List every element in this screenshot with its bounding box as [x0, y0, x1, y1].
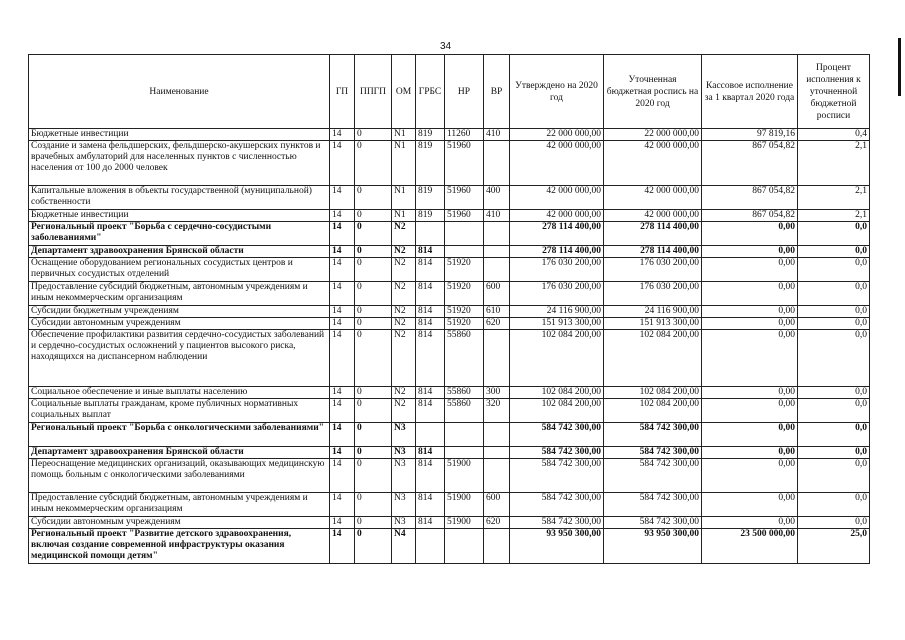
cell-om: N2: [392, 282, 416, 306]
table-row: [29, 330, 870, 387]
cell-grbs: 814: [416, 246, 445, 258]
cell-om: N1: [392, 129, 416, 141]
cell-om: N4: [392, 529, 416, 564]
cell-gp: 14: [330, 493, 355, 517]
cell-name: Бюджетные инвестиции: [29, 210, 330, 222]
header-om: ОМ: [392, 55, 416, 129]
cell-om: N2: [392, 306, 416, 318]
cell-name: Обеспечение профилактики развития сердечно-сосудистых заболеваний и сердечно-сосудистых осложнений у пациентов высокого риска, находящихся на диспансерном наблюдении: [29, 330, 330, 387]
cell-vr: 410: [484, 129, 510, 141]
cell-approved: 102 084 200,00: [510, 399, 604, 423]
cell-name: Департамент здравоохранения Брянской области: [29, 246, 330, 258]
cell-grbs: 814: [416, 282, 445, 306]
table-row: [29, 423, 870, 447]
cell-gp: 14: [330, 186, 355, 210]
header-name: Наименование: [29, 55, 330, 129]
cell-grbs: 814: [416, 306, 445, 318]
cell-gp: 14: [330, 399, 355, 423]
cell-np: 51920: [445, 306, 484, 318]
cell-approved: 102 084 200,00: [510, 387, 604, 399]
cell-ppgp: 0: [355, 186, 392, 210]
cell-om: N3: [392, 459, 416, 493]
cell-np: 51960: [445, 186, 484, 210]
cell-om: N2: [392, 399, 416, 423]
header-gp: ГП: [330, 55, 355, 129]
cell-approved: 176 030 200,00: [510, 282, 604, 306]
cell-vr: 400: [484, 186, 510, 210]
cell-vr: 620: [484, 517, 510, 529]
cell-vr: [484, 258, 510, 282]
cell-ppgp: 0: [355, 459, 392, 493]
table-row: [29, 493, 870, 517]
cell-vr: [484, 529, 510, 564]
cell-np: 55860: [445, 399, 484, 423]
cell-ppgp: 0: [355, 330, 392, 387]
cell-cash: 0,00: [702, 246, 798, 258]
cell-vr: [484, 447, 510, 459]
cell-grbs: 819: [416, 186, 445, 210]
cell-approved: 22 000 000,00: [510, 129, 604, 141]
cell-approved: 102 084 200,00: [510, 330, 604, 387]
cell-np: 11260: [445, 129, 484, 141]
cell-vr: [484, 459, 510, 493]
cell-name: Региональный проект "Борьба с сердечно-сосудистыми заболеваниями": [29, 222, 330, 246]
cell-cash: 0,00: [702, 306, 798, 318]
table-row: [29, 222, 870, 246]
cell-name: Региональный проект "Развитие детского здравоохранения, включая создание современной инфраструктуры оказания медицинской помощи детям": [29, 529, 330, 564]
cell-name: Предоставление субсидий бюджетным, автономным учреждениям и иным некоммерческим организациям: [29, 493, 330, 517]
cell-gp: 14: [330, 459, 355, 493]
cell-cash: 97 819,16: [702, 129, 798, 141]
cell-name: Переоснащение медицинских организаций, оказывающих медицинскую помощь больным с онкологическими заболеваниями: [29, 459, 330, 493]
cell-grbs: [416, 529, 445, 564]
cell-cash: 0,00: [702, 447, 798, 459]
cell-cash: 0,00: [702, 258, 798, 282]
cell-name: Создание и замена фельдшерских, фельдшерско-акушерских пунктов и врачебных амбулаторий для населенных пунктов с численностью населения от 100 до 2000 человек: [29, 141, 330, 186]
cell-approved: 584 742 300,00: [510, 459, 604, 493]
cell-gp: 14: [330, 306, 355, 318]
cell-refined: 42 000 000,00: [604, 141, 702, 186]
header-grbs: ГРБС: [416, 55, 445, 129]
cell-ppgp: 0: [355, 399, 392, 423]
cell-ppgp: 0: [355, 306, 392, 318]
cell-cash: 0,00: [702, 222, 798, 246]
cell-np: 51920: [445, 258, 484, 282]
table-row: [29, 186, 870, 210]
cell-grbs: 814: [416, 318, 445, 330]
header-percent: Процент исполнения к уточненной бюджетной росписи: [798, 55, 870, 129]
cell-gp: 14: [330, 258, 355, 282]
cell-approved: 151 913 300,00: [510, 318, 604, 330]
cell-vr: 320: [484, 399, 510, 423]
cell-grbs: 814: [416, 493, 445, 517]
cell-name: Бюджетные инвестиции: [29, 129, 330, 141]
cell-cash: 0,00: [702, 318, 798, 330]
cell-refined: 42 000 000,00: [604, 210, 702, 222]
cell-vr: [484, 330, 510, 387]
cell-refined: 151 913 300,00: [604, 318, 702, 330]
cell-cash: 867 054,82: [702, 186, 798, 210]
cell-refined: 278 114 400,00: [604, 246, 702, 258]
cell-approved: 278 114 400,00: [510, 246, 604, 258]
cell-percent: 0,0: [798, 318, 870, 330]
cell-percent: 0,0: [798, 306, 870, 318]
cell-percent: 2,1: [798, 186, 870, 210]
cell-grbs: 819: [416, 141, 445, 186]
header-ppgp: ППГП: [355, 55, 392, 129]
cell-approved: 42 000 000,00: [510, 141, 604, 186]
cell-approved: 584 742 300,00: [510, 447, 604, 459]
cell-gp: 14: [330, 330, 355, 387]
cell-refined: 93 950 300,00: [604, 529, 702, 564]
cell-gp: 14: [330, 210, 355, 222]
cell-np: 51920: [445, 318, 484, 330]
cell-percent: 0,0: [798, 387, 870, 399]
cell-cash: 0,00: [702, 387, 798, 399]
cell-refined: 102 084 200,00: [604, 399, 702, 423]
cell-percent: 0,0: [798, 447, 870, 459]
cell-name: Департамент здравоохранения Брянской области: [29, 447, 330, 459]
cell-ppgp: 0: [355, 493, 392, 517]
header-approved: Утверждено на 2020 год: [510, 55, 604, 129]
cell-gp: 14: [330, 141, 355, 186]
cell-np: 55860: [445, 330, 484, 387]
cell-refined: 584 742 300,00: [604, 517, 702, 529]
table-row: [29, 141, 870, 186]
cell-np: [445, 447, 484, 459]
table-row: [29, 459, 870, 493]
cell-gp: 14: [330, 222, 355, 246]
edge-bar: [898, 38, 901, 96]
cell-vr: [484, 222, 510, 246]
cell-om: N1: [392, 186, 416, 210]
table-row: [29, 246, 870, 258]
cell-gp: 14: [330, 282, 355, 306]
cell-name: Социальные выплаты гражданам, кроме публичных нормативных социальных выплат: [29, 399, 330, 423]
table-row: [29, 447, 870, 459]
cell-om: N3: [392, 447, 416, 459]
cell-np: 51900: [445, 517, 484, 529]
cell-grbs: 814: [416, 399, 445, 423]
table-row: [29, 517, 870, 529]
header-cash: Кассовое исполнение за 1 квартал 2020 года: [702, 55, 798, 129]
cell-om: N2: [392, 246, 416, 258]
cell-vr: 620: [484, 318, 510, 330]
cell-om: N2: [392, 318, 416, 330]
cell-cash: 867 054,82: [702, 141, 798, 186]
cell-np: 51960: [445, 210, 484, 222]
cell-vr: 600: [484, 493, 510, 517]
cell-ppgp: 0: [355, 517, 392, 529]
cell-gp: 14: [330, 529, 355, 564]
header-refined: Уточненная бюджетная роспись на 2020 год: [604, 55, 702, 129]
header-np: НР: [445, 55, 484, 129]
cell-grbs: 819: [416, 210, 445, 222]
cell-gp: 14: [330, 517, 355, 529]
cell-percent: 0,0: [798, 246, 870, 258]
cell-np: 51900: [445, 493, 484, 517]
cell-grbs: 814: [416, 258, 445, 282]
cell-cash: 0,00: [702, 517, 798, 529]
cell-gp: 14: [330, 129, 355, 141]
cell-refined: 176 030 200,00: [604, 282, 702, 306]
cell-om: N1: [392, 210, 416, 222]
cell-approved: 584 742 300,00: [510, 493, 604, 517]
cell-refined: 278 114 400,00: [604, 222, 702, 246]
cell-percent: 2,1: [798, 141, 870, 186]
cell-approved: 584 742 300,00: [510, 517, 604, 529]
cell-name: Оснащение оборудованием региональных сосудистых центров и первичных сосудистых отделений: [29, 258, 330, 282]
cell-refined: 42 000 000,00: [604, 186, 702, 210]
cell-om: N2: [392, 387, 416, 399]
cell-vr: [484, 246, 510, 258]
cell-percent: 25,0: [798, 529, 870, 564]
cell-cash: 23 500 000,00: [702, 529, 798, 564]
cell-om: N3: [392, 493, 416, 517]
cell-cash: 0,00: [702, 459, 798, 493]
cell-cash: 0,00: [702, 330, 798, 387]
page-number: 34: [440, 41, 452, 52]
cell-refined: 584 742 300,00: [604, 423, 702, 447]
cell-name: Капитальные вложения в объекты государственной (муниципальной) собственности: [29, 186, 330, 210]
cell-ppgp: 0: [355, 129, 392, 141]
cell-np: 55860: [445, 387, 484, 399]
cell-percent: 0,0: [798, 399, 870, 423]
cell-percent: 0,0: [798, 258, 870, 282]
cell-ppgp: 0: [355, 222, 392, 246]
cell-cash: 867 054,82: [702, 210, 798, 222]
cell-np: 51920: [445, 282, 484, 306]
cell-gp: 14: [330, 423, 355, 447]
cell-grbs: 814: [416, 330, 445, 387]
table-row: [29, 306, 870, 318]
cell-name: Предоставление субсидий бюджетным, автономным учреждениям и иным некоммерческим организациям: [29, 282, 330, 306]
header-vr: ВР: [484, 55, 510, 129]
cell-np: [445, 222, 484, 246]
table-row: [29, 258, 870, 282]
cell-ppgp: 0: [355, 282, 392, 306]
cell-ppgp: 0: [355, 387, 392, 399]
cell-grbs: [416, 423, 445, 447]
cell-gp: 14: [330, 246, 355, 258]
cell-gp: 14: [330, 447, 355, 459]
table-row: [29, 129, 870, 141]
cell-cash: 0,00: [702, 493, 798, 517]
table-row: [29, 399, 870, 423]
cell-refined: 176 030 200,00: [604, 258, 702, 282]
cell-vr: [484, 141, 510, 186]
header-row: [29, 55, 870, 129]
cell-om: N2: [392, 330, 416, 387]
cell-np: [445, 423, 484, 447]
cell-percent: 0,0: [798, 423, 870, 447]
cell-om: N2: [392, 258, 416, 282]
cell-refined: 22 000 000,00: [604, 129, 702, 141]
cell-name: Субсидии бюджетным учреждениям: [29, 306, 330, 318]
cell-grbs: 814: [416, 459, 445, 493]
cell-cash: 0,00: [702, 423, 798, 447]
cell-om: N1: [392, 141, 416, 186]
cell-refined: 24 116 900,00: [604, 306, 702, 318]
cell-grbs: 814: [416, 517, 445, 529]
cell-approved: 176 030 200,00: [510, 258, 604, 282]
cell-percent: 0,0: [798, 282, 870, 306]
cell-ppgp: 0: [355, 141, 392, 186]
cell-grbs: 814: [416, 447, 445, 459]
cell-percent: 2,1: [798, 210, 870, 222]
cell-approved: 42 000 000,00: [510, 186, 604, 210]
cell-np: [445, 246, 484, 258]
cell-refined: 102 084 200,00: [604, 330, 702, 387]
cell-ppgp: 0: [355, 210, 392, 222]
cell-ppgp: 0: [355, 246, 392, 258]
cell-om: N2: [392, 222, 416, 246]
cell-om: N3: [392, 423, 416, 447]
cell-percent: 0,0: [798, 493, 870, 517]
cell-np: 51900: [445, 459, 484, 493]
cell-grbs: [416, 222, 445, 246]
budget-table: [28, 54, 870, 564]
cell-ppgp: 0: [355, 529, 392, 564]
cell-grbs: 819: [416, 129, 445, 141]
table-row: [29, 529, 870, 564]
cell-vr: [484, 423, 510, 447]
cell-percent: 0,0: [798, 330, 870, 387]
cell-refined: 102 084 200,00: [604, 387, 702, 399]
cell-refined: 584 742 300,00: [604, 447, 702, 459]
cell-om: N3: [392, 517, 416, 529]
cell-np: [445, 529, 484, 564]
cell-name: Субсидии автономным учреждениям: [29, 517, 330, 529]
cell-percent: 0,0: [798, 459, 870, 493]
cell-vr: 600: [484, 282, 510, 306]
cell-approved: 42 000 000,00: [510, 210, 604, 222]
cell-cash: 0,00: [702, 399, 798, 423]
cell-vr: 410: [484, 210, 510, 222]
cell-percent: 0,4: [798, 129, 870, 141]
cell-name: Региональный проект "Борьба с онкологическими заболеваниями": [29, 423, 330, 447]
cell-vr: 610: [484, 306, 510, 318]
cell-percent: 0,0: [798, 222, 870, 246]
cell-cash: 0,00: [702, 282, 798, 306]
table-row: [29, 387, 870, 399]
cell-ppgp: 0: [355, 258, 392, 282]
cell-approved: 24 116 900,00: [510, 306, 604, 318]
cell-name: Субсидии автономным учреждениям: [29, 318, 330, 330]
cell-approved: 278 114 400,00: [510, 222, 604, 246]
cell-ppgp: 0: [355, 318, 392, 330]
cell-grbs: 814: [416, 387, 445, 399]
cell-gp: 14: [330, 318, 355, 330]
cell-refined: 584 742 300,00: [604, 493, 702, 517]
table-row: [29, 282, 870, 306]
cell-np: 51960: [445, 141, 484, 186]
cell-approved: 584 742 300,00: [510, 423, 604, 447]
table-row: [29, 318, 870, 330]
cell-ppgp: 0: [355, 423, 392, 447]
cell-percent: 0,0: [798, 517, 870, 529]
table-row: [29, 210, 870, 222]
cell-vr: 300: [484, 387, 510, 399]
cell-refined: 584 742 300,00: [604, 459, 702, 493]
cell-ppgp: 0: [355, 447, 392, 459]
cell-name: Социальное обеспечение и иные выплаты населению: [29, 387, 330, 399]
cell-gp: 14: [330, 387, 355, 399]
cell-approved: 93 950 300,00: [510, 529, 604, 564]
